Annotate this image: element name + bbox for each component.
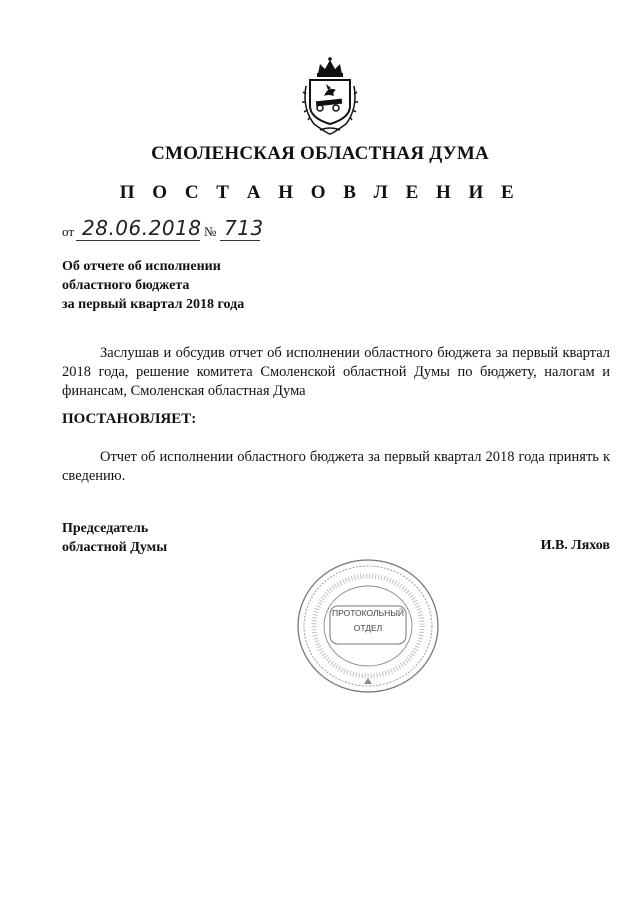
date-number-line [62, 216, 272, 242]
signatory-title [62, 519, 167, 557]
signatory-name: И.В. Ляхов [540, 538, 610, 553]
handwritten-number: 713 [224, 216, 264, 240]
number-underline [220, 240, 260, 241]
organization-title: СМОЛЕНСКАЯ ОБЛАСТНАЯ ДУМА [151, 143, 489, 164]
signatory-title-line: Председатель [62, 521, 149, 536]
coat-of-arms-icon [298, 56, 362, 136]
subject-line: за первый квартал 2018 года [62, 297, 245, 312]
seal-inner-line: ОТДЕЛ [353, 623, 383, 633]
seal-inner-text [332, 606, 404, 642]
resolves-heading: ПОСТАНОВЛЯЕТ: [62, 411, 197, 427]
round-seal-stamp [294, 556, 442, 696]
number-label: № [204, 224, 217, 239]
seal-inner-line: ПРОТОКОЛЬНЫЙ [332, 608, 404, 618]
handwritten-date: 28.06.2018 [82, 216, 202, 240]
subject-line: областного бюджета [62, 278, 190, 293]
document-subject [62, 257, 322, 314]
from-label: от [62, 224, 75, 239]
preamble-paragraph: Заслушав и обсудив отчет об исполнении областного бюджета за первый квартал 2018 года, решение комитета Смоленской областной Думы по бюджету, налогам и финансам, Смоленская областная Дума [62, 345, 610, 399]
signatory-title-line: областной Думы [62, 540, 168, 555]
date-underline [76, 240, 200, 241]
resolution-paragraph: Отчет об исполнении областного бюджета за первый квартал 2018 года принять к сведению. [62, 449, 610, 484]
subject-line: Об отчете об исполнении [62, 259, 221, 274]
document-type-title: П О С Т А Н О В Л Е Н И Е [119, 182, 521, 203]
